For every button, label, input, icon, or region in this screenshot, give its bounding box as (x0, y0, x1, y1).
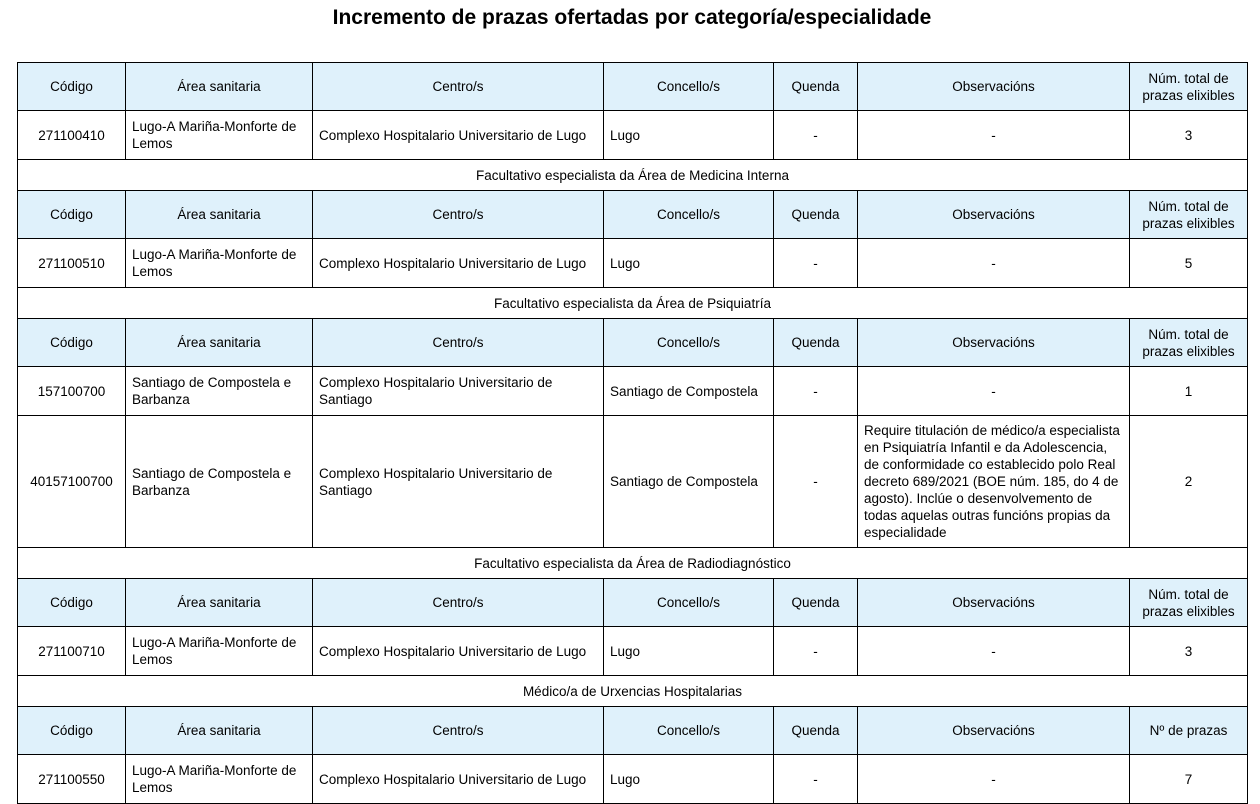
area-cell: Lugo-A Mariña-Monforte de Lemos (126, 755, 313, 804)
concello-cell: Lugo (604, 627, 774, 676)
centro-cell: Complexo Hospitalario Universitario de Lugo (313, 239, 604, 288)
column-header: Área sanitaria (126, 63, 313, 111)
column-header: Quenda (774, 579, 858, 627)
centro-cell: Complexo Hospitalario Universitario de Lugo (313, 755, 604, 804)
section-title-row (18, 288, 1248, 319)
column-header: Observacións (858, 63, 1130, 111)
codigo-cell: 271100410 (18, 111, 126, 160)
observacions-cell: - (858, 627, 1130, 676)
column-header: Observacións (858, 191, 1130, 239)
header-row (18, 191, 1248, 239)
column-header: Código (18, 63, 126, 111)
concello-cell: Lugo (604, 755, 774, 804)
column-header: Quenda (774, 63, 858, 111)
column-header: Quenda (774, 707, 858, 755)
table-row (18, 239, 1248, 288)
column-header: Área sanitaria (126, 191, 313, 239)
column-header: Centro/s (313, 579, 604, 627)
area-cell: Santiago de Compostela e Barbanza (126, 416, 313, 548)
column-header: Quenda (774, 191, 858, 239)
codigo-cell: 271100710 (18, 627, 126, 676)
column-header: Código (18, 191, 126, 239)
column-header: Núm. total de prazas elixibles (1130, 191, 1248, 239)
column-header: Concello/s (604, 707, 774, 755)
column-header: Área sanitaria (126, 579, 313, 627)
codigo-cell: 40157100700 (18, 416, 126, 548)
observacions-cell: Require titulación de médico/a especialista en Psiquiatría Infantil e da Adolescencia, de conformidade co establecido polo Real decreto 689/2021 (BOE núm. 185, do 4 de agosto). Inclúe o desenvolvemento de todas aquelas outras funcións propias da especialidade (858, 416, 1130, 548)
codigo-cell: 271100510 (18, 239, 126, 288)
observacions-cell: - (858, 239, 1130, 288)
column-header: Código (18, 707, 126, 755)
column-header: Código (18, 579, 126, 627)
area-cell: Santiago de Compostela e Barbanza (126, 367, 313, 416)
concello-cell: Santiago de Compostela (604, 367, 774, 416)
section-title: Facultativo especialista da Área de Radiodiagnóstico (18, 548, 1248, 579)
prazas-cell: 3 (1130, 627, 1248, 676)
quenda-cell: - (774, 627, 858, 676)
column-header: Núm. total de prazas elixibles (1130, 63, 1248, 111)
prazas-cell: 1 (1130, 367, 1248, 416)
centro-cell: Complexo Hospitalario Universitario de Lugo (313, 111, 604, 160)
prazas-cell: 2 (1130, 416, 1248, 548)
column-header: Centro/s (313, 191, 604, 239)
observacions-cell: - (858, 755, 1130, 804)
codigo-cell: 271100550 (18, 755, 126, 804)
column-header: Centro/s (313, 63, 604, 111)
plazas-table (17, 62, 1248, 804)
observacions-cell: - (858, 367, 1130, 416)
concello-cell: Santiago de Compostela (604, 416, 774, 548)
area-cell: Lugo-A Mariña-Monforte de Lemos (126, 627, 313, 676)
area-cell: Lugo-A Mariña-Monforte de Lemos (126, 111, 313, 160)
observacions-cell: - (858, 111, 1130, 160)
column-header: Código (18, 319, 126, 367)
centro-cell: Complexo Hospitalario Universitario de Lugo (313, 627, 604, 676)
codigo-cell: 157100700 (18, 367, 126, 416)
column-header: Concello/s (604, 319, 774, 367)
section-title-row (18, 676, 1248, 707)
header-row (18, 319, 1248, 367)
quenda-cell: - (774, 416, 858, 548)
column-header: Núm. total de prazas elixibles (1130, 319, 1248, 367)
quenda-cell: - (774, 111, 858, 160)
header-row (18, 579, 1248, 627)
table-row (18, 111, 1248, 160)
section-title-row (18, 160, 1248, 191)
area-cell: Lugo-A Mariña-Monforte de Lemos (126, 239, 313, 288)
table-row (18, 367, 1248, 416)
prazas-cell: 3 (1130, 111, 1248, 160)
column-header: Concello/s (604, 579, 774, 627)
quenda-cell: - (774, 239, 858, 288)
centro-cell: Complexo Hospitalario Universitario de Santiago (313, 367, 604, 416)
column-header: Concello/s (604, 191, 774, 239)
table-row (18, 755, 1248, 804)
column-header: Nº de prazas (1130, 707, 1248, 755)
column-header: Observacións (858, 707, 1130, 755)
prazas-cell: 7 (1130, 755, 1248, 804)
column-header: Observacións (858, 319, 1130, 367)
section-title-row (18, 548, 1248, 579)
header-row (18, 707, 1248, 755)
page-title: Incremento de prazas ofertadas por categoría/especialidade (332, 6, 932, 29)
table-row (18, 627, 1248, 676)
concello-cell: Lugo (604, 239, 774, 288)
column-header: Área sanitaria (126, 707, 313, 755)
section-title: Médico/a de Urxencias Hospitalarias (18, 676, 1248, 707)
column-header: Área sanitaria (126, 319, 313, 367)
quenda-cell: - (774, 755, 858, 804)
column-header: Centro/s (313, 319, 604, 367)
column-header: Quenda (774, 319, 858, 367)
prazas-cell: 5 (1130, 239, 1248, 288)
section-title: Facultativo especialista da Área de Medicina Interna (18, 160, 1248, 191)
column-header: Concello/s (604, 63, 774, 111)
centro-cell: Complexo Hospitalario Universitario de Santiago (313, 416, 604, 548)
column-header: Observacións (858, 579, 1130, 627)
table-row (18, 416, 1248, 548)
column-header: Centro/s (313, 707, 604, 755)
quenda-cell: - (774, 367, 858, 416)
header-row (18, 63, 1248, 111)
section-title: Facultativo especialista da Área de Psiquiatría (18, 288, 1248, 319)
column-header: Núm. total de prazas elixibles (1130, 579, 1248, 627)
concello-cell: Lugo (604, 111, 774, 160)
